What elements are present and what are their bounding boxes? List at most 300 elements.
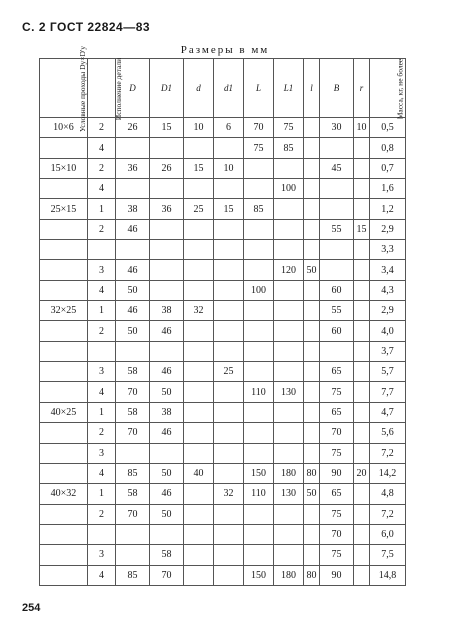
cell-mass: 3,3 [370,240,406,260]
cell-D1 [150,524,184,544]
cell-D1 [150,219,184,239]
cell-exec [88,240,116,260]
cell-D: 38 [116,199,150,219]
cell-mass: 3,7 [370,341,406,361]
cell-L1 [274,199,304,219]
cell-l [304,158,320,178]
cell-B: 45 [320,158,354,178]
cell-D1: 36 [150,199,184,219]
cell-D1: 26 [150,158,184,178]
cell-mass: 4,7 [370,402,406,422]
cell-exec: 2 [88,158,116,178]
cell-d1 [214,138,244,158]
cell-d [184,524,214,544]
cell-d1 [214,504,244,524]
cell-mass: 7,2 [370,443,406,463]
cell-cond [40,179,88,199]
cell-d [184,402,214,422]
cell-D1: 46 [150,321,184,341]
cell-B [320,179,354,199]
header-l: l [304,59,320,118]
cell-D: 26 [116,118,150,138]
cell-D1: 38 [150,301,184,321]
cell-L1 [274,301,304,321]
table-row [40,219,406,239]
cell-L1: 100 [274,179,304,199]
cell-exec: 2 [88,423,116,443]
cell-cond [40,362,88,382]
cell-d [184,382,214,402]
header-L: L [244,59,274,118]
cell-L1: 120 [274,260,304,280]
header-exec: Исполнение детали [88,59,116,118]
cell-L1 [274,524,304,544]
cell-D1: 58 [150,545,184,565]
cell-cond [40,463,88,483]
cell-L [244,545,274,565]
header-r: r [354,59,370,118]
cell-B: 75 [320,382,354,402]
cell-r [354,484,370,504]
cell-D1 [150,179,184,199]
cell-L1 [274,321,304,341]
cell-L [244,402,274,422]
cell-D1 [150,341,184,361]
cell-cond: 40×25 [40,402,88,422]
cell-L1 [274,240,304,260]
cell-mass: 4,8 [370,484,406,504]
cell-L: 100 [244,280,274,300]
table-row [40,158,406,178]
cell-D1: 50 [150,504,184,524]
cell-L1 [274,158,304,178]
cell-exec: 3 [88,362,116,382]
header-B: B [320,59,354,118]
cell-B: 65 [320,362,354,382]
cell-d1 [214,219,244,239]
cell-D [116,138,150,158]
cell-L [244,443,274,463]
table-row [40,280,406,300]
cell-B [320,240,354,260]
cell-D1 [150,138,184,158]
cell-cond: 10×6 [40,118,88,138]
cell-r [354,565,370,585]
cell-r [354,443,370,463]
cell-L1 [274,219,304,239]
cell-d [184,504,214,524]
cell-D: 70 [116,504,150,524]
cell-r [354,545,370,565]
cell-L [244,219,274,239]
cell-mass: 7,7 [370,382,406,402]
cell-D: 58 [116,362,150,382]
cell-exec: 2 [88,321,116,341]
table-row [40,240,406,260]
cell-mass: 6,0 [370,524,406,544]
cell-cond: 40×32 [40,484,88,504]
cell-L: 85 [244,199,274,219]
cell-L1: 130 [274,382,304,402]
cell-mass: 0,7 [370,158,406,178]
cell-r [354,158,370,178]
cell-L1 [274,443,304,463]
cell-exec [88,341,116,361]
cell-l: 80 [304,463,320,483]
cell-d [184,280,214,300]
cell-D1: 46 [150,362,184,382]
cell-r [354,382,370,402]
cell-mass: 1,6 [370,179,406,199]
cell-r [354,199,370,219]
cell-d1 [214,423,244,443]
cell-l [304,138,320,158]
cell-exec: 1 [88,301,116,321]
cell-D: 50 [116,280,150,300]
cell-D1 [150,443,184,463]
cell-d [184,565,214,585]
cell-L [244,524,274,544]
cell-B: 75 [320,443,354,463]
cell-mass: 5,7 [370,362,406,382]
cell-r: 10 [354,118,370,138]
cell-B: 60 [320,321,354,341]
cell-L [244,260,274,280]
cell-d1: 15 [214,199,244,219]
table-row [40,382,406,402]
cell-B: 90 [320,565,354,585]
table-row [40,199,406,219]
cell-cond: 15×10 [40,158,88,178]
cell-cond [40,240,88,260]
cell-D [116,179,150,199]
cell-d [184,260,214,280]
cell-r [354,280,370,300]
cell-d: 15 [184,158,214,178]
header-mass: Масса, кг, не более [370,59,406,118]
cell-r [354,362,370,382]
cell-B: 75 [320,545,354,565]
cell-d1 [214,382,244,402]
cell-B: 65 [320,484,354,504]
cell-r [354,504,370,524]
page-number: 254 [22,602,41,614]
header-row [40,59,406,118]
table-caption: Размеры в мм [180,44,270,56]
table-row [40,362,406,382]
cell-L1: 130 [274,484,304,504]
cell-cond [40,219,88,239]
cell-d: 32 [184,301,214,321]
cell-exec: 4 [88,138,116,158]
cell-L1: 85 [274,138,304,158]
table-row [40,118,406,138]
cell-B: 55 [320,301,354,321]
cell-d1: 32 [214,484,244,504]
header-d: d [184,59,214,118]
cell-B [320,199,354,219]
cell-exec: 2 [88,118,116,138]
cell-d1 [214,179,244,199]
cell-exec: 4 [88,280,116,300]
cell-mass: 4,0 [370,321,406,341]
cell-mass: 5,6 [370,423,406,443]
cell-l [304,219,320,239]
cell-D1: 38 [150,402,184,422]
cell-D1: 50 [150,463,184,483]
cell-cond: 25×15 [40,199,88,219]
cell-B: 90 [320,463,354,483]
table-row [40,463,406,483]
cell-d1 [214,260,244,280]
table-row [40,443,406,463]
cell-mass: 2,9 [370,219,406,239]
cell-D1 [150,280,184,300]
cell-l: 50 [304,260,320,280]
cell-l: 50 [304,484,320,504]
cell-B: 60 [320,280,354,300]
cell-l: 80 [304,565,320,585]
table-row [40,321,406,341]
cell-cond [40,321,88,341]
cell-d1 [214,341,244,361]
cell-cond [40,280,88,300]
cell-cond [40,423,88,443]
cell-r [354,260,370,280]
cell-D: 46 [116,301,150,321]
cell-d [184,484,214,504]
cell-exec: 2 [88,219,116,239]
cell-L1: 180 [274,463,304,483]
cell-cond [40,382,88,402]
cell-D: 36 [116,158,150,178]
cell-l [304,321,320,341]
cell-D1: 70 [150,565,184,585]
cell-mass: 7,2 [370,504,406,524]
cell-D1 [150,240,184,260]
table-row [40,138,406,158]
cell-d1 [214,524,244,544]
cell-l [304,443,320,463]
cell-D: 58 [116,484,150,504]
cell-r [354,301,370,321]
cell-D1: 46 [150,423,184,443]
cell-cond: 32×25 [40,301,88,321]
table-body [40,118,406,586]
cell-L: 75 [244,138,274,158]
cell-l [304,524,320,544]
cell-cond [40,545,88,565]
cell-d [184,240,214,260]
cell-l [304,504,320,524]
cell-B [320,138,354,158]
cell-r: 15 [354,219,370,239]
cell-d [184,321,214,341]
table-row [40,504,406,524]
cell-d1 [214,280,244,300]
cell-D [116,240,150,260]
cell-d [184,179,214,199]
cell-d [184,423,214,443]
cell-exec: 1 [88,199,116,219]
cell-l [304,402,320,422]
cell-exec: 1 [88,402,116,422]
cell-D [116,524,150,544]
cell-D1: 15 [150,118,184,138]
table-row [40,524,406,544]
cell-D: 70 [116,382,150,402]
table-row [40,301,406,321]
cell-mass: 14,8 [370,565,406,585]
cell-L [244,341,274,361]
cell-r [354,138,370,158]
cell-exec: 2 [88,504,116,524]
cell-cond [40,260,88,280]
cell-B: 70 [320,423,354,443]
cell-r [354,524,370,544]
cell-d: 25 [184,199,214,219]
cell-r [354,179,370,199]
cell-d [184,219,214,239]
cell-r [354,341,370,361]
cell-B [320,341,354,361]
cell-D: 46 [116,260,150,280]
cell-d [184,545,214,565]
header-L1: L1 [274,59,304,118]
table-row [40,341,406,361]
cell-cond [40,443,88,463]
cell-l [304,199,320,219]
cell-l [304,118,320,138]
cell-exec: 3 [88,443,116,463]
table-row [40,179,406,199]
table-row [40,402,406,422]
cell-d1 [214,463,244,483]
cell-cond [40,524,88,544]
cell-d1: 6 [214,118,244,138]
cell-D1: 46 [150,484,184,504]
cell-mass: 0,5 [370,118,406,138]
cell-B [320,260,354,280]
cell-D: 85 [116,565,150,585]
cell-L1 [274,423,304,443]
cell-D: 58 [116,402,150,422]
cell-exec: 3 [88,545,116,565]
cell-L1 [274,402,304,422]
cell-L [244,158,274,178]
cell-mass: 14,2 [370,463,406,483]
cell-mass: 0,8 [370,138,406,158]
cell-mass: 4,3 [370,280,406,300]
cell-d1 [214,565,244,585]
cell-r [354,321,370,341]
table-row [40,565,406,585]
cell-d1 [214,321,244,341]
cell-r: 20 [354,463,370,483]
cell-exec: 4 [88,382,116,402]
header-d1: d1 [214,59,244,118]
cell-L: 70 [244,118,274,138]
cell-d: 40 [184,463,214,483]
cell-L1 [274,545,304,565]
cell-D: 70 [116,423,150,443]
cell-exec: 4 [88,463,116,483]
cell-L1: 75 [274,118,304,138]
cell-d [184,443,214,463]
cell-L [244,321,274,341]
cell-L: 110 [244,484,274,504]
cell-D [116,443,150,463]
cell-d1: 10 [214,158,244,178]
cell-L1 [274,341,304,361]
cell-L: 110 [244,382,274,402]
cell-B: 30 [320,118,354,138]
cell-cond [40,504,88,524]
cell-l [304,423,320,443]
cell-l [304,240,320,260]
cell-d1 [214,240,244,260]
cell-d1 [214,402,244,422]
cell-d [184,138,214,158]
table-row [40,484,406,504]
cell-exec: 1 [88,484,116,504]
cell-exec: 3 [88,260,116,280]
cell-d [184,341,214,361]
header-D1: D1 [150,59,184,118]
cell-D: 85 [116,463,150,483]
cell-L1 [274,280,304,300]
cell-exec: 4 [88,565,116,585]
header-cond: Условные проходы Dу×D'у [40,59,88,118]
cell-D [116,341,150,361]
cell-l [304,280,320,300]
cell-L [244,179,274,199]
cell-L [244,362,274,382]
cell-B: 70 [320,524,354,544]
cell-mass: 2,9 [370,301,406,321]
cell-r [354,402,370,422]
cell-cond [40,138,88,158]
cell-d1 [214,443,244,463]
cell-d1 [214,301,244,321]
cell-L [244,504,274,524]
cell-B: 55 [320,219,354,239]
cell-D1 [150,260,184,280]
cell-l [304,362,320,382]
cell-l [304,341,320,361]
cell-D: 50 [116,321,150,341]
cell-exec: 4 [88,179,116,199]
cell-r [354,240,370,260]
cell-D [116,545,150,565]
cell-cond [40,565,88,585]
cell-L1 [274,362,304,382]
header-D: D [116,59,150,118]
cell-L [244,240,274,260]
cell-L: 150 [244,463,274,483]
cell-l [304,301,320,321]
cell-d1 [214,545,244,565]
cell-l [304,382,320,402]
cell-l [304,179,320,199]
cell-D: 46 [116,219,150,239]
document-header: С. 2 ГОСТ 22824—83 [22,20,151,34]
cell-mass: 3,4 [370,260,406,280]
cell-exec [88,524,116,544]
cell-d1: 25 [214,362,244,382]
cell-L: 150 [244,565,274,585]
cell-mass: 1,2 [370,199,406,219]
